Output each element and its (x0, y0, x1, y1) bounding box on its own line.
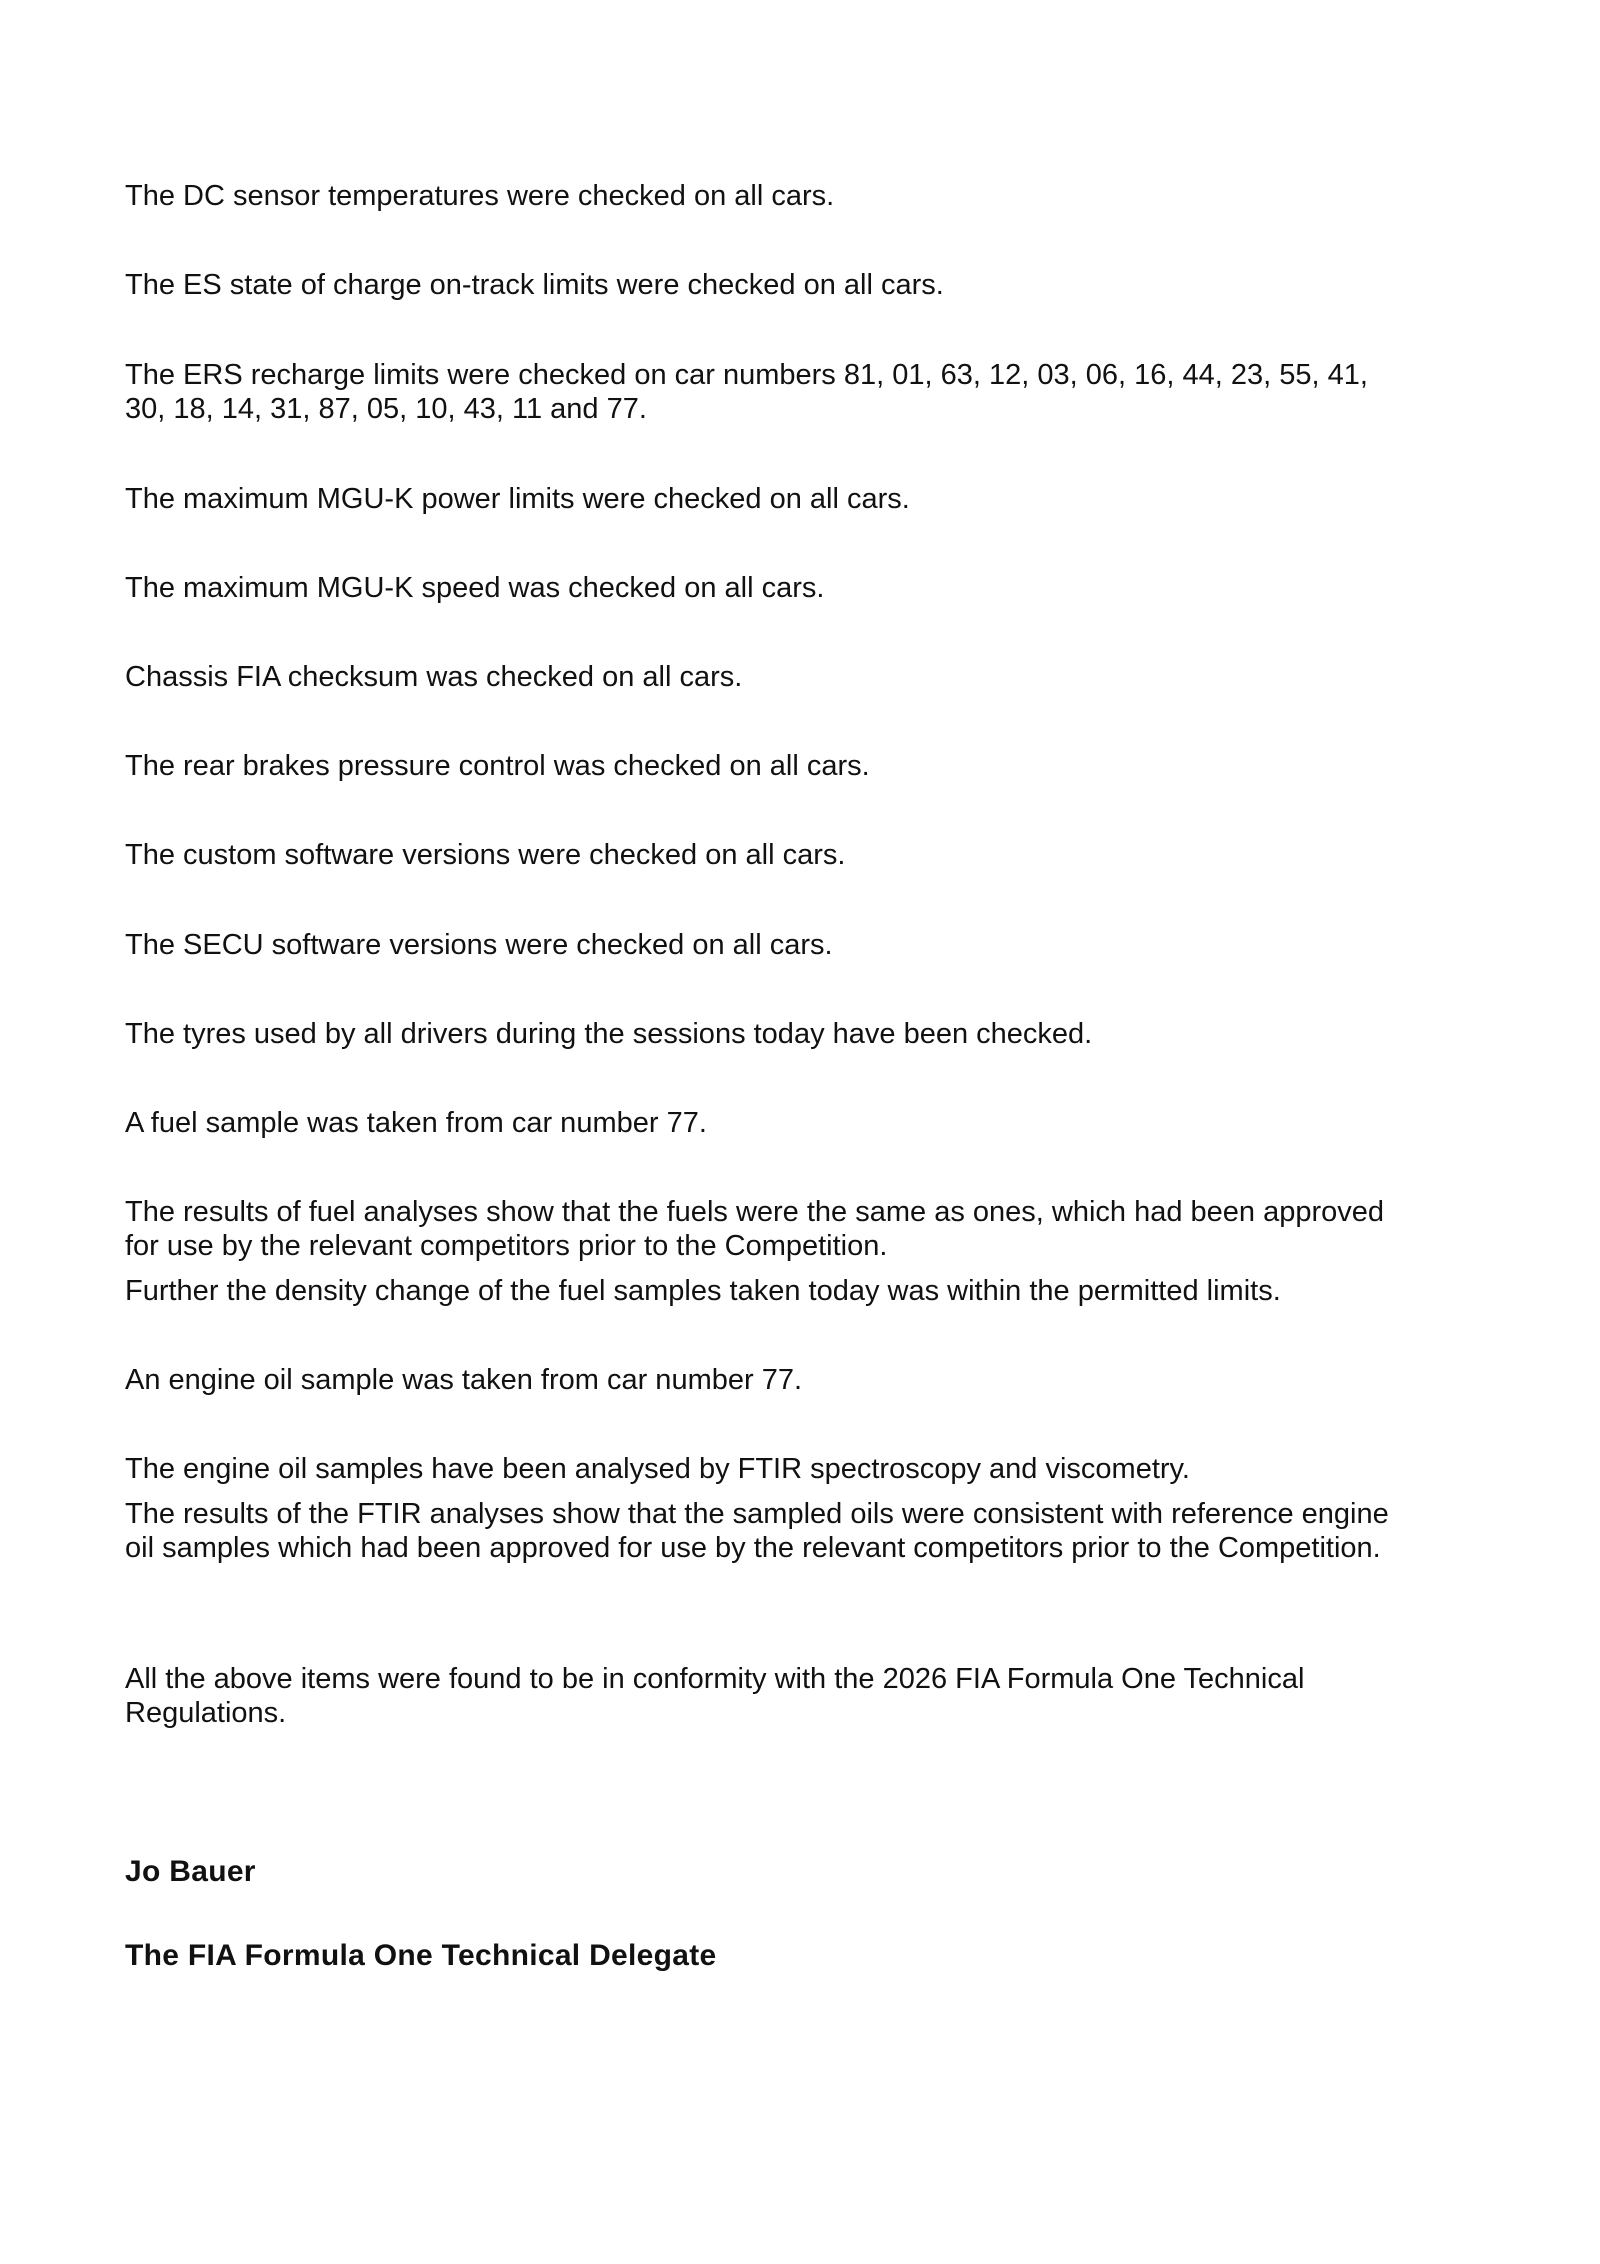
check-statement: The DC sensor temperatures were checked on all cars. (125, 180, 835, 212)
check-statement-continuation: 30, 18, 14, 31, 87, 05, 10, 43, 11 and 77. (125, 393, 647, 425)
signatory-name: Jo Bauer (125, 1855, 256, 1888)
signatory-title: The FIA Formula One Technical Delegate (125, 1939, 717, 1972)
fuel-analysis-statement-continuation: for use by the relevant competitors prior to the Competition. (125, 1230, 888, 1262)
fuel-density-statement: Further the density change of the fuel samples taken today was within the permitted limits. (125, 1275, 1281, 1307)
check-statement: A fuel sample was taken from car number 77. (125, 1107, 707, 1139)
check-statement: The ERS recharge limits were checked on car numbers 81, 01, 63, 12, 03, 06, 16, 44, 23, 55, 41, (125, 359, 1368, 391)
check-statement: An engine oil sample was taken from car number 77. (125, 1364, 803, 1396)
check-statement: The ES state of charge on-track limits were checked on all cars. (125, 269, 944, 301)
ftir-results-statement-continuation: oil samples which had been approved for use by the relevant competitors prior to the Competition. (125, 1532, 1381, 1564)
check-statement: The custom software versions were checked on all cars. (125, 839, 846, 871)
ftir-results-statement: The results of the FTIR analyses show that the sampled oils were consistent with reference engine (125, 1498, 1389, 1530)
check-statement: The SECU software versions were checked on all cars. (125, 929, 833, 961)
check-statement: The tyres used by all drivers during the sessions today have been checked. (125, 1018, 1093, 1050)
fuel-analysis-statement: The results of fuel analyses show that the fuels were the same as ones, which had been approved (125, 1196, 1385, 1228)
check-statement: The maximum MGU-K power limits were checked on all cars. (125, 483, 910, 515)
check-statement: Chassis FIA checksum was checked on all cars. (125, 661, 743, 693)
conformity-statement: All the above items were found to be in conformity with the 2026 FIA Formula One Technical (125, 1663, 1305, 1695)
conformity-statement-continuation: Regulations. (125, 1697, 287, 1729)
check-statement: The rear brakes pressure control was checked on all cars. (125, 750, 870, 782)
oil-analysis-statement: The engine oil samples have been analysed by FTIR spectroscopy and viscometry. (125, 1453, 1190, 1485)
check-statement: The maximum MGU-K speed was checked on all cars. (125, 572, 825, 604)
